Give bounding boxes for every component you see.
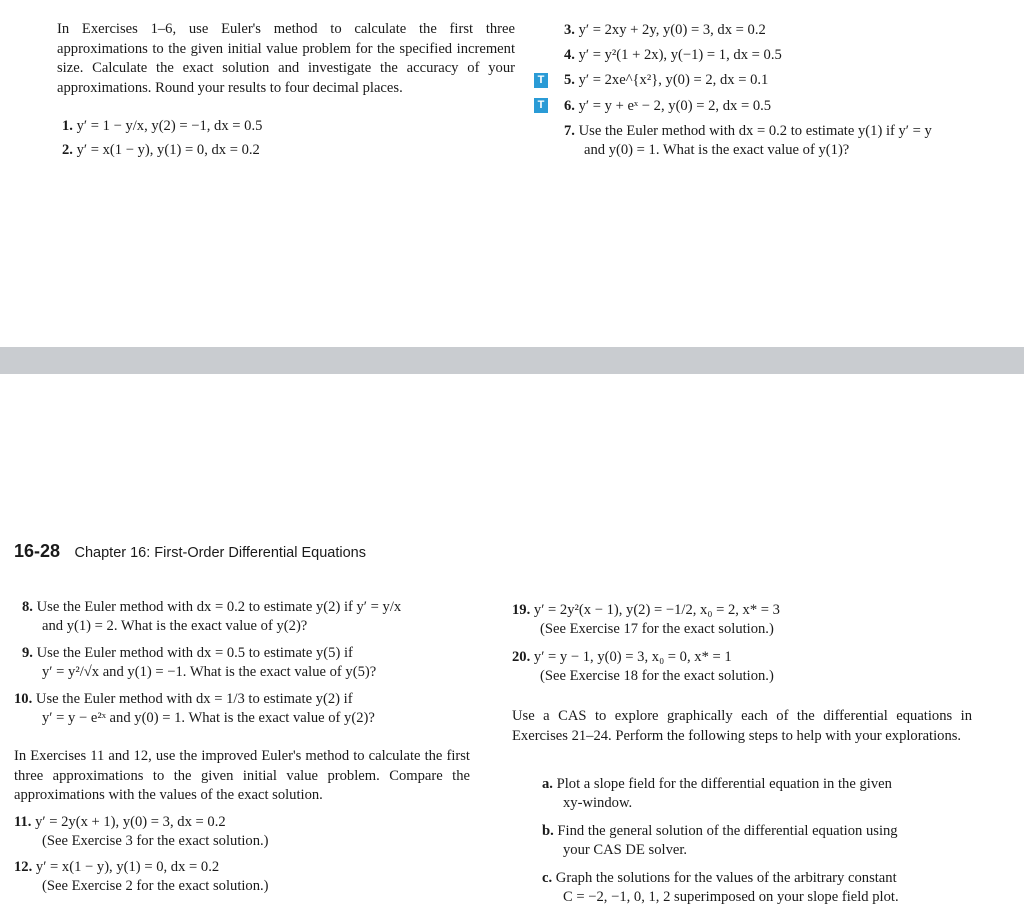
- step-text-line2: C = −2, −1, 0, 1, 2 superimposed on your slope field plot.: [563, 889, 899, 905]
- exercise-text-line1: y′ = y − 1, y(0) = 3, x₀ = 0, x* = 1: [533, 649, 732, 665]
- exercise-text: y′ = x(1 − y), y(1) = 0, dx = 0.2: [76, 142, 260, 158]
- exercise-number: 12.: [14, 859, 33, 875]
- exercise-text: y′ = y + eˣ − 2, y(0) = 2, dx = 0.5: [578, 98, 772, 114]
- technology-badge-icon: T: [534, 73, 548, 88]
- exercise-12: [14, 858, 269, 896]
- exercise-9: [22, 644, 376, 682]
- exercise-number: 1.: [62, 118, 73, 134]
- exercise-20: [512, 648, 774, 686]
- exercise-text-line1: Use the Euler method with dx = 0.5 to estimate y(5) if: [36, 645, 353, 661]
- step-label: a.: [542, 776, 553, 792]
- improved-euler-intro: In Exercises 11 and 12, use the improved Euler's method to calculate the first three approximations to the given initial value problem. Compare the approximations with the values of the exact solution.: [14, 748, 470, 803]
- exercise-7: [564, 122, 932, 160]
- exercise-19: [512, 601, 780, 639]
- page-separator: [0, 347, 1024, 374]
- exercise-number: 9.: [22, 645, 33, 661]
- exercise-text: y′ = y²(1 + 2x), y(−1) = 1, dx = 0.5: [578, 47, 782, 63]
- exercise-text-line2: and y(0) = 1. What is the exact value of y(1)?: [584, 142, 850, 158]
- page-number: 16-28: [14, 541, 61, 561]
- exercise-text: y′ = 1 − y/x, y(2) = −1, dx = 0.5: [76, 118, 263, 134]
- exercise-2: [62, 141, 260, 160]
- exercise-text-line1: y′ = 2y²(x − 1), y(2) = −1/2, x₀ = 2, x* = 3: [533, 602, 780, 618]
- exercise-text-line2: (See Exercise 17 for the exact solution.): [540, 621, 774, 637]
- exercise-10: [14, 690, 375, 728]
- exercise-number: 11.: [14, 814, 32, 830]
- exercise-text-line2: (See Exercise 2 for the exact solution.): [42, 878, 269, 894]
- exercise-number: 8.: [22, 599, 33, 615]
- step-label: b.: [542, 823, 554, 839]
- exercise-number: 6.: [564, 98, 575, 114]
- exercise-number: 2.: [62, 142, 73, 158]
- exercise-11: [14, 813, 269, 851]
- cas-intro: Use a CAS to explore graphically each of the differential equations in Exercises 21–24. Perform the following steps to help with your explorations.: [512, 708, 972, 744]
- exercise-text-line1: y′ = x(1 − y), y(1) = 0, dx = 0.2: [35, 859, 220, 875]
- exercise-text-line1: Use the Euler method with dx = 0.2 to estimate y(1) if y′ = y: [578, 123, 932, 139]
- exercise-text-line1: Use the Euler method with dx = 1/3 to estimate y(2) if: [35, 691, 353, 707]
- exercise-1: [62, 117, 262, 136]
- exercise-text-line2: (See Exercise 18 for the exact solution.): [540, 668, 774, 684]
- exercise-text-line1: Use the Euler method with dx = 0.2 to estimate y(2) if y′ = y/x: [36, 599, 402, 615]
- chapter-title: Chapter 16: First-Order Differential Equations: [74, 545, 366, 561]
- exercise-6: [564, 97, 771, 116]
- exercise-number: 10.: [14, 691, 33, 707]
- exercise-number: 20.: [512, 649, 531, 665]
- step-text-line1: Graph the solutions for the values of the arbitrary constant: [555, 870, 897, 886]
- exercise-number: 5.: [564, 72, 575, 88]
- step-label: c.: [542, 870, 553, 886]
- cas-step-c: [542, 869, 899, 907]
- chapter-header: [14, 541, 366, 562]
- exercise-text-line2: y′ = y − e²ˣ and y(0) = 1. What is the exact value of y(2)?: [42, 710, 375, 726]
- exercise-8: [22, 598, 401, 636]
- step-text-line2: your CAS DE solver.: [563, 842, 688, 858]
- step-text-line1: Find the general solution of the differential equation using: [557, 823, 898, 839]
- exercise-text: y′ = 2xe^{x²}, y(0) = 2, dx = 0.1: [578, 72, 769, 88]
- exercise-5: [564, 71, 768, 90]
- exercise-text: y′ = 2xy + 2y, y(0) = 3, dx = 0.2: [578, 22, 766, 38]
- technology-badge-icon: T: [534, 98, 548, 113]
- exercise-number: 19.: [512, 602, 531, 618]
- top-intro-paragraph: In Exercises 1–6, use Euler's method to calculate the first three approximations to the given initial value problem for the specified increment size. Calculate the exact solution and investigate the accuracy of your approximations. Round your results to four decimal places.: [57, 21, 515, 96]
- exercise-text-line2: y′ = y²/√x and y(1) = −1. What is the exact value of y(5)?: [42, 664, 377, 680]
- exercise-number: 4.: [564, 47, 575, 63]
- exercise-text-line1: y′ = 2y(x + 1), y(0) = 3, dx = 0.2: [35, 814, 226, 830]
- exercise-number: 7.: [564, 123, 575, 139]
- step-text-line2: xy-window.: [563, 795, 633, 811]
- step-text-line1: Plot a slope field for the differential equation in the given: [556, 776, 892, 792]
- exercise-4: [564, 46, 782, 65]
- exercise-text-line2: (See Exercise 3 for the exact solution.): [42, 833, 269, 849]
- exercise-3: [564, 21, 766, 40]
- cas-step-a: [542, 775, 892, 813]
- cas-step-b: [542, 822, 898, 860]
- exercise-number: 3.: [564, 22, 575, 38]
- exercise-text-line2: and y(1) = 2. What is the exact value of y(2)?: [42, 618, 308, 634]
